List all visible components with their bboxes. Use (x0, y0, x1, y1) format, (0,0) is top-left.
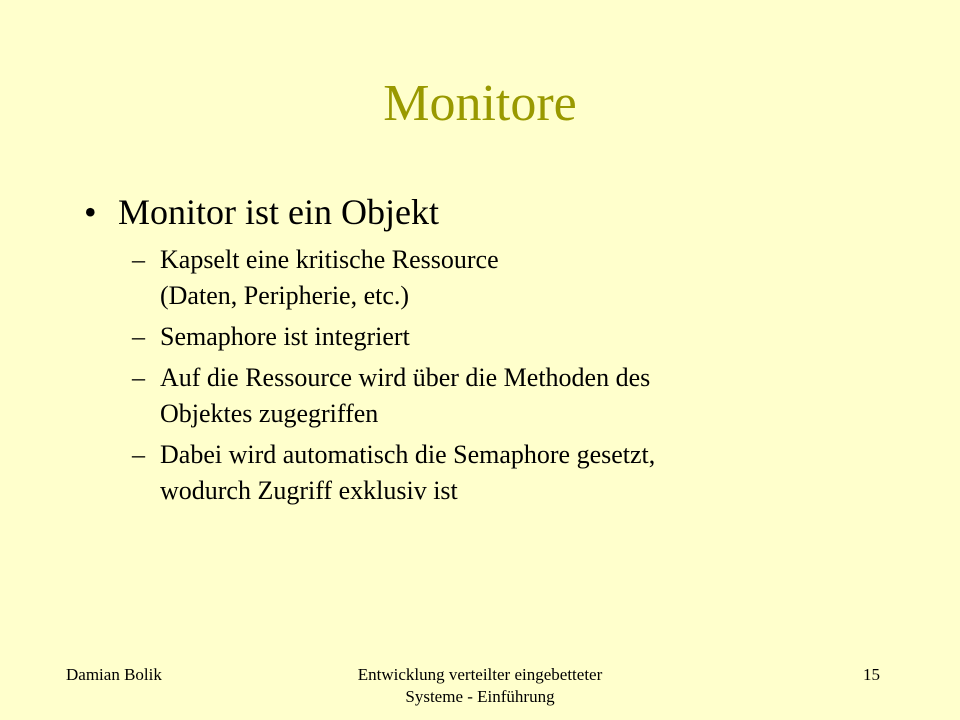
sub-bullet-line: (Daten, Peripherie, etc.) (160, 281, 410, 310)
sub-bullet-line: Kapselt eine kritische Ressource (160, 245, 499, 274)
dash-marker: – (132, 245, 145, 274)
sub-bullet-line: Auf die Ressource wird über die Methoden des (160, 363, 651, 392)
sub-bullet-item (84, 437, 880, 509)
dash-marker: – (132, 440, 145, 469)
sub-bullet-list (84, 242, 904, 509)
slide-title: Monitore (383, 75, 577, 132)
dash-marker: – (132, 322, 145, 351)
main-bullet (84, 188, 904, 236)
footer-page-number: 15 (863, 665, 880, 684)
main-bullet-text: Monitor ist ein Objekt (118, 192, 439, 232)
footer-course-line: Systeme - Einführung (405, 687, 555, 706)
sub-bullet-line: Semaphore ist integriert (160, 322, 410, 351)
bullet-marker: • (84, 192, 97, 232)
footer-author: Damian Bolik (66, 665, 162, 684)
footer-course-title (330, 664, 630, 708)
sub-bullet-item (84, 319, 880, 355)
dash-marker: – (132, 363, 145, 392)
footer-course-line: Entwicklung verteilter eingebetteter (357, 665, 603, 684)
sub-bullet-line: Objektes zugegriffen (160, 399, 379, 428)
slide-content (84, 188, 904, 514)
sub-bullet-item (84, 360, 880, 432)
sub-bullet-item (84, 242, 880, 314)
sub-bullet-line: Dabei wird automatisch die Semaphore gesetzt, (160, 440, 656, 469)
sub-bullet-line: wodurch Zugriff exklusiv ist (160, 476, 458, 505)
